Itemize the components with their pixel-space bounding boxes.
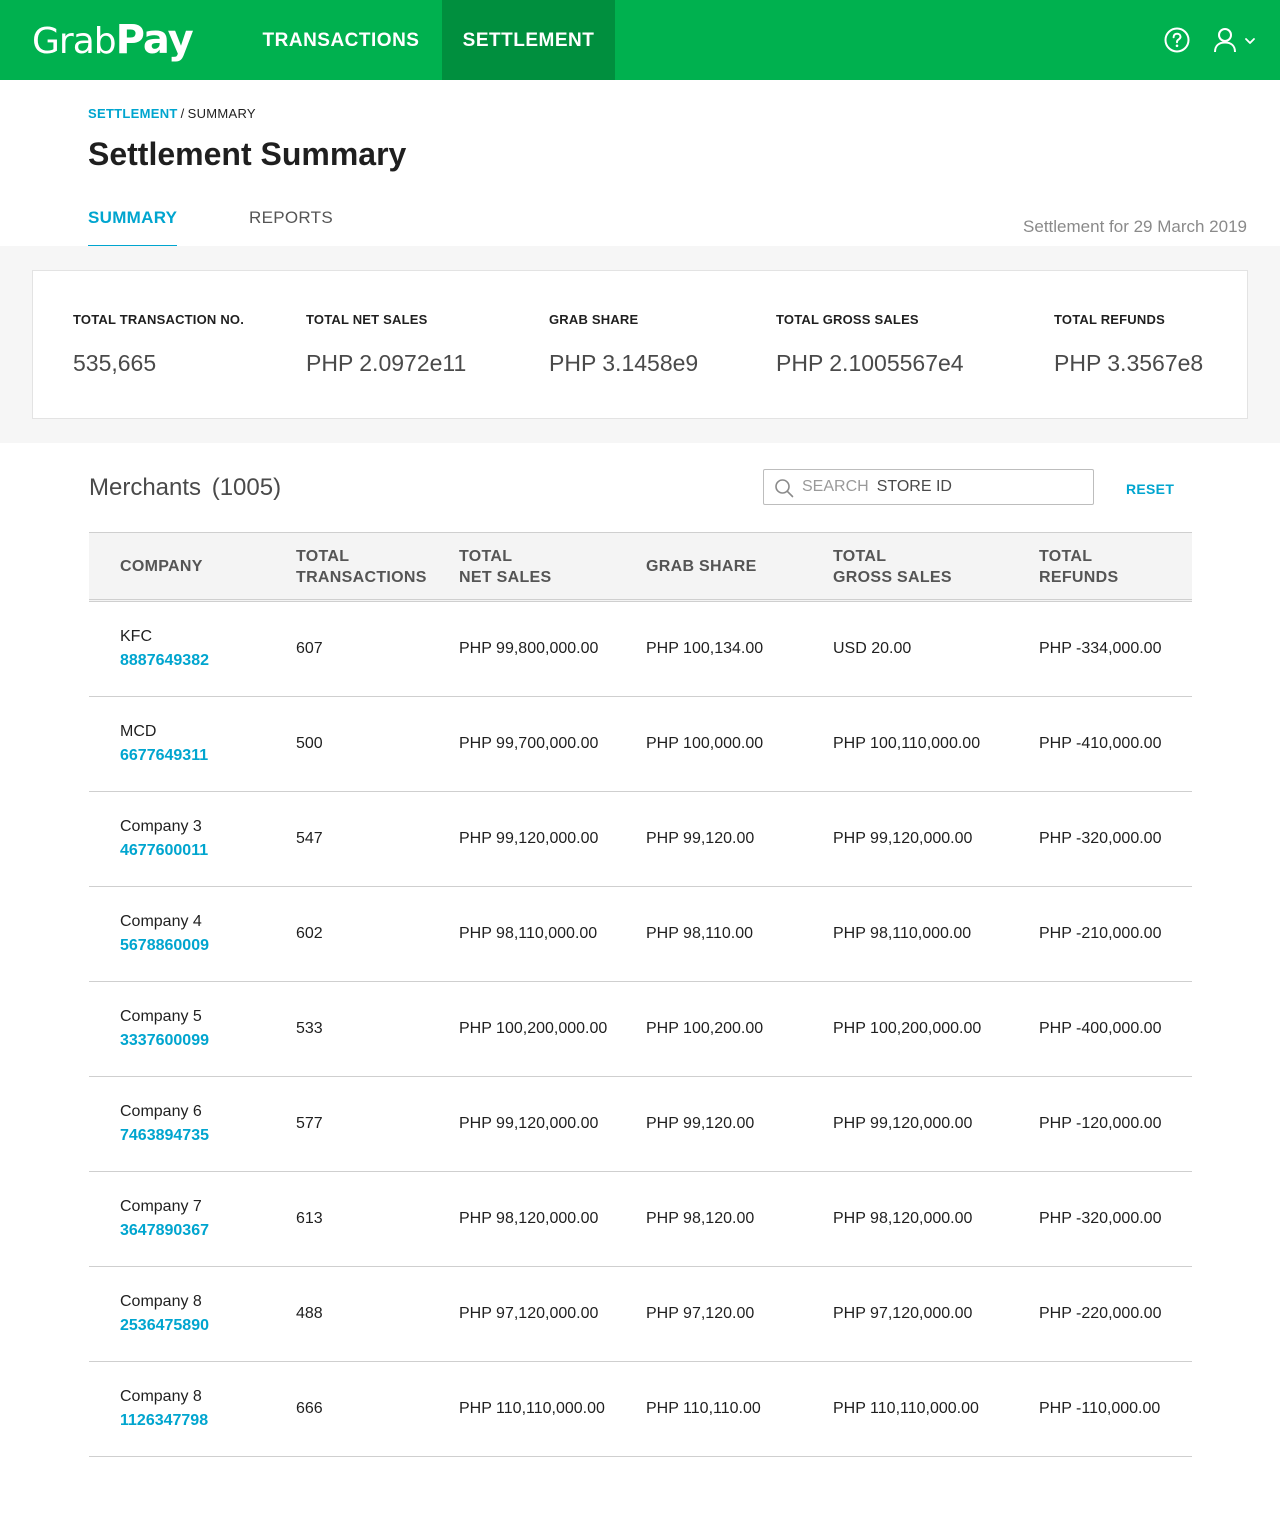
cell-gross-sales: PHP 110,110,000.00: [833, 1400, 979, 1417]
search-placeholder-prefix: SEARCH: [802, 478, 869, 495]
company-name: Company 3: [120, 818, 202, 835]
table-body: [89, 602, 1192, 1457]
store-id-link[interactable]: 6677649311: [120, 747, 209, 764]
column-header-line: TOTAL: [833, 547, 887, 565]
cell-grab-share: PHP 99,120.00: [646, 1115, 755, 1132]
company-cell: [120, 1077, 209, 1171]
nav-settlement[interactable]: SETTLEMENT: [442, 0, 615, 80]
cell-refunds: PHP -210,000.00: [1039, 925, 1162, 942]
stat-label: GRAB SHARE: [549, 312, 639, 327]
column-header-line: GRAB SHARE: [646, 558, 757, 575]
cell-refunds: PHP -120,000.00: [1039, 1115, 1162, 1132]
cell-grab-share: PHP 98,120.00: [646, 1210, 755, 1227]
settlement-date: Settlement for 29 March 2019: [1023, 217, 1247, 236]
nav-transactions[interactable]: TRANSACTIONS: [262, 30, 420, 51]
cell-net-sales: PHP 99,800,000.00: [459, 640, 599, 657]
cell-transactions: 602: [296, 925, 323, 942]
cell-transactions: 533: [296, 1020, 323, 1037]
tab-summary[interactable]: SUMMARY: [88, 206, 177, 248]
cell-gross-sales: PHP 98,120,000.00: [833, 1210, 973, 1227]
cell-gross-sales: PHP 99,120,000.00: [833, 1115, 973, 1132]
company-cell: [120, 1362, 208, 1456]
help-icon[interactable]: [1164, 27, 1190, 53]
company-cell: [120, 792, 208, 886]
company-cell: [120, 1172, 209, 1266]
company-name: MCD: [120, 723, 157, 740]
cell-refunds: PHP -320,000.00: [1039, 830, 1162, 847]
column-header-line: TOTAL: [1039, 547, 1093, 565]
stat-value: 535,665: [73, 350, 157, 376]
table-row[interactable]: [89, 982, 1192, 1077]
company-cell: [120, 982, 209, 1076]
stat-label: TOTAL GROSS SALES: [776, 312, 919, 327]
merchants-title: [89, 472, 281, 504]
cell-net-sales: PHP 99,120,000.00: [459, 1115, 599, 1132]
tab-reports[interactable]: REPORTS: [249, 208, 333, 227]
company-name: Company 6: [120, 1103, 202, 1120]
logo-grab-text: Grab: [32, 21, 116, 62]
company-cell: [120, 602, 209, 696]
cell-transactions: 547: [296, 830, 323, 847]
cell-refunds: PHP -410,000.00: [1039, 735, 1162, 752]
cell-refunds: PHP -110,000.00: [1039, 1400, 1161, 1417]
cell-refunds: PHP -400,000.00: [1039, 1020, 1162, 1037]
store-id-link[interactable]: 1126347798: [120, 1412, 209, 1429]
cell-refunds: PHP -320,000.00: [1039, 1210, 1162, 1227]
store-id-link[interactable]: 2536475890: [120, 1317, 209, 1334]
stat-total-refunds: [1054, 311, 1203, 377]
cell-net-sales: PHP 99,120,000.00: [459, 830, 599, 847]
column-header-line: COMPANY: [120, 558, 203, 575]
cell-net-sales: PHP 98,120,000.00: [459, 1210, 599, 1227]
cell-net-sales: PHP 99,700,000.00: [459, 735, 599, 752]
table-header: [89, 532, 1192, 602]
column-header-total-gross-sales[interactable]: [833, 533, 952, 600]
company-name: Company 8: [120, 1388, 202, 1405]
company-cell: [120, 887, 209, 981]
merchants-title-label: Merchants: [89, 474, 202, 501]
breadcrumb-separator: /: [180, 106, 185, 121]
cell-refunds: PHP -334,000.00: [1039, 640, 1162, 657]
cell-transactions: 577: [296, 1115, 323, 1132]
breadcrumb-settlement-link[interactable]: SETTLEMENT: [88, 106, 178, 121]
cell-gross-sales: PHP 99,120,000.00: [833, 830, 973, 847]
cell-gross-sales: PHP 100,110,000.00: [833, 735, 981, 752]
store-id-link[interactable]: 5678860009: [120, 937, 209, 954]
stat-value: PHP 3.1458e9: [549, 350, 699, 376]
user-icon[interactable]: [1213, 27, 1237, 53]
store-id-link[interactable]: 4677600011: [120, 842, 209, 859]
cell-transactions: 500: [296, 735, 323, 752]
page-title: Settlement Summary: [88, 136, 407, 172]
summary-card: [32, 270, 1248, 419]
cell-grab-share: PHP 100,000.00: [646, 735, 764, 752]
company-name: Company 5: [120, 1008, 202, 1025]
table-row[interactable]: [89, 1362, 1192, 1457]
cell-transactions: 607: [296, 640, 323, 657]
column-header-total-net-sales[interactable]: [459, 533, 552, 600]
column-header-line: REFUNDS: [1039, 568, 1119, 586]
cell-gross-sales: USD 20.00: [833, 640, 912, 657]
table-row[interactable]: [89, 887, 1192, 982]
stat-label: TOTAL NET SALES: [306, 312, 428, 327]
cell-gross-sales: PHP 97,120,000.00: [833, 1305, 973, 1322]
cell-net-sales: PHP 98,110,000.00: [459, 925, 598, 942]
grabpay-logo[interactable]: [32, 16, 193, 64]
store-id-link[interactable]: 3647890367: [120, 1222, 209, 1239]
stat-value: PHP 2.0972e11: [306, 350, 467, 376]
company-name: Company 7: [120, 1198, 202, 1215]
stat-grab-share: [549, 311, 698, 377]
company-name: KFC: [120, 628, 152, 645]
column-header-line: TRANSACTIONS: [296, 568, 427, 586]
stat-value: PHP 3.3567e8: [1054, 350, 1204, 376]
reset-button[interactable]: RESET: [1126, 481, 1175, 497]
search-icon: [774, 478, 794, 498]
store-id-link[interactable]: 7463894735: [120, 1127, 209, 1144]
store-id-link[interactable]: 8887649382: [120, 652, 209, 669]
cell-transactions: 488: [296, 1305, 323, 1322]
store-id-link[interactable]: 3337600099: [120, 1032, 209, 1049]
cell-transactions: 666: [296, 1400, 323, 1417]
stat-label: TOTAL TRANSACTION NO.: [73, 312, 245, 327]
cell-refunds: PHP -220,000.00: [1039, 1305, 1162, 1322]
column-header-line: TOTAL: [296, 547, 350, 565]
summary-band: [0, 246, 1280, 443]
column-header-total-refunds[interactable]: [1039, 533, 1118, 600]
stat-label: TOTAL REFUNDS: [1054, 312, 1165, 327]
cell-grab-share: PHP 97,120.00: [646, 1305, 755, 1322]
company-cell: [120, 1267, 209, 1361]
cell-grab-share: PHP 98,110.00: [646, 925, 754, 942]
table-row[interactable]: [89, 792, 1192, 887]
cell-grab-share: PHP 100,134.00: [646, 640, 764, 657]
column-header-company[interactable]: [120, 533, 203, 600]
chevron-down-icon[interactable]: [1244, 36, 1256, 46]
company-name: Company 4: [120, 913, 202, 930]
company-cell: [120, 697, 208, 791]
column-header-total-transactions[interactable]: [296, 533, 427, 600]
merchants-table: [89, 532, 1192, 1457]
stat-total-net-sales: [306, 311, 466, 377]
logo-pay-text: Pay: [115, 17, 193, 63]
stat-value: PHP 2.1005567e4: [776, 350, 964, 376]
stat-total-gross-sales: [776, 311, 964, 377]
cell-grab-share: PHP 100,200.00: [646, 1020, 764, 1037]
cell-net-sales: PHP 110,110,000.00: [459, 1400, 605, 1417]
search-box[interactable]: [763, 469, 1094, 505]
cell-net-sales: PHP 97,120,000.00: [459, 1305, 599, 1322]
search-input[interactable]: [802, 473, 1087, 501]
cell-grab-share: PHP 110,110.00: [646, 1400, 761, 1417]
top-nav-bar: [0, 0, 1280, 80]
cell-transactions: 613: [296, 1210, 323, 1227]
merchants-count: (1005): [211, 474, 282, 501]
column-header-grab-share[interactable]: [646, 533, 757, 600]
stat-total-transactions: [73, 311, 244, 377]
search-input-value[interactable]: STORE ID: [876, 478, 952, 495]
breadcrumb: [88, 106, 256, 122]
cell-gross-sales: PHP 100,200,000.00: [833, 1020, 982, 1037]
table-row[interactable]: [89, 602, 1192, 697]
column-header-line: NET SALES: [459, 568, 552, 586]
column-header-line: TOTAL: [459, 547, 513, 565]
table-row[interactable]: [89, 697, 1192, 792]
cell-net-sales: PHP 100,200,000.00: [459, 1020, 608, 1037]
table-row[interactable]: [89, 1077, 1192, 1172]
cell-grab-share: PHP 99,120.00: [646, 830, 755, 847]
breadcrumb-current: SUMMARY: [187, 106, 256, 121]
table-row[interactable]: [89, 1172, 1192, 1267]
table-row[interactable]: [89, 1267, 1192, 1362]
cell-gross-sales: PHP 98,110,000.00: [833, 925, 972, 942]
column-header-line: GROSS SALES: [833, 568, 952, 586]
company-name: Company 8: [120, 1293, 202, 1310]
